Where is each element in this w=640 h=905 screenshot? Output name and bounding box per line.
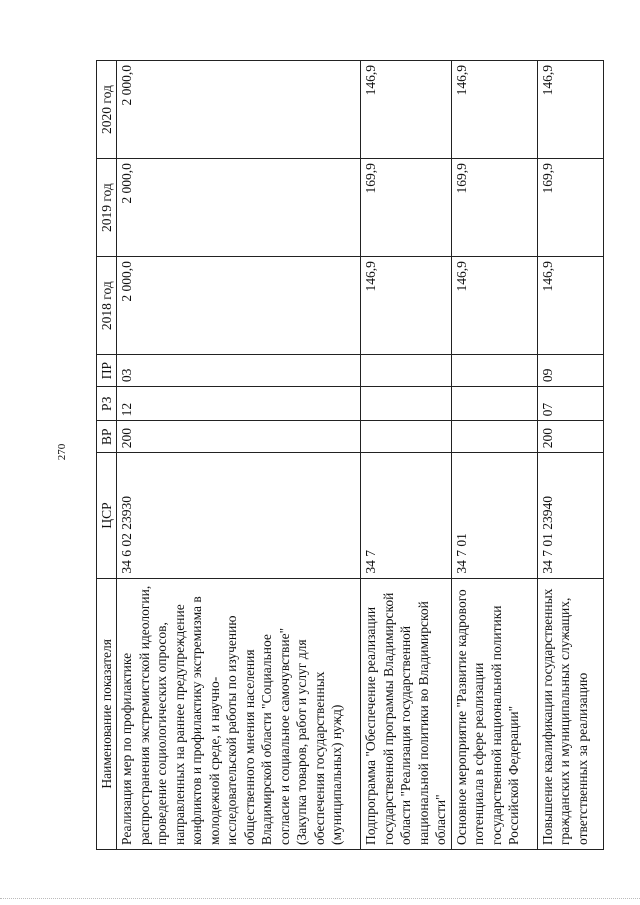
row-name: Повышение квалификации государственных гражданских и муниципальных служащих, ответственных за реализацию	[537, 578, 603, 849]
table-row	[537, 61, 603, 850]
header-name: Наименование показателя	[97, 578, 117, 849]
header-2018: 2018 год	[97, 257, 117, 355]
row-2019: 2 000,0	[117, 159, 361, 257]
header-2020: 2020 год	[97, 61, 117, 159]
row-vr: 200	[117, 421, 361, 453]
header-vr: ВР	[97, 421, 117, 453]
row-2020: 2 000,0	[117, 61, 361, 159]
header-csr: ЦСР	[97, 453, 117, 578]
header-pr: ПР	[97, 355, 117, 387]
rotated-table-wrapper	[96, 60, 590, 850]
row-csr: 34 7 01	[451, 453, 537, 578]
row-rz: 07	[537, 387, 603, 421]
row-pr	[451, 355, 537, 387]
row-2019: 169,9	[451, 159, 537, 257]
table-header-row	[97, 61, 117, 850]
budget-table	[96, 60, 604, 850]
row-pr: 03	[117, 355, 361, 387]
header-2019: 2019 год	[97, 159, 117, 257]
row-2020: 146,9	[361, 61, 452, 159]
row-csr: 34 6 02 23930	[117, 453, 361, 578]
row-name: Реализация мер по профилактике распространения экстремистской идеологии, проведение социологических опросов, направленных на раннее предупреждение конфликтов и профилактику экстремизма в молодежной среде, и научно-исследовательской работы по изучению общественного мнения населения Владимирской области "Социальное согласие и социальное самочувствие" (Закупка товаров, работ и услуг для обеспечения государственных (муниципальных) нужд)	[117, 578, 361, 849]
header-rz: РЗ	[97, 387, 117, 421]
row-2018: 146,9	[361, 257, 452, 355]
row-2018: 146,9	[451, 257, 537, 355]
table-row	[361, 61, 452, 850]
row-pr	[361, 355, 452, 387]
row-csr: 34 7 01 23940	[537, 453, 603, 578]
scan-edge-divider	[0, 898, 640, 899]
page-number: 270	[56, 443, 68, 461]
table-row	[451, 61, 537, 850]
table-row	[117, 61, 361, 850]
row-2020: 146,9	[451, 61, 537, 159]
row-rz	[451, 387, 537, 421]
row-csr: 34 7	[361, 453, 452, 578]
row-vr: 200	[537, 421, 603, 453]
row-2018: 146,9	[537, 257, 603, 355]
row-name: Подпрограмма "Обеспечение реализации государственной программы Владимирской области "Реализация государственной национальной политики во Владимирской области"	[361, 578, 452, 849]
row-name: Основное мероприятие "Развитие кадрового потенциала в сфере реализации государственной национальной политики Российской Федерации"	[451, 578, 537, 849]
row-vr	[451, 421, 537, 453]
row-2019: 169,9	[537, 159, 603, 257]
row-2019: 169,9	[361, 159, 452, 257]
row-rz: 12	[117, 387, 361, 421]
row-vr	[361, 421, 452, 453]
row-pr: 09	[537, 355, 603, 387]
row-2020: 146,9	[537, 61, 603, 159]
row-rz	[361, 387, 452, 421]
row-2018: 2 000,0	[117, 257, 361, 355]
